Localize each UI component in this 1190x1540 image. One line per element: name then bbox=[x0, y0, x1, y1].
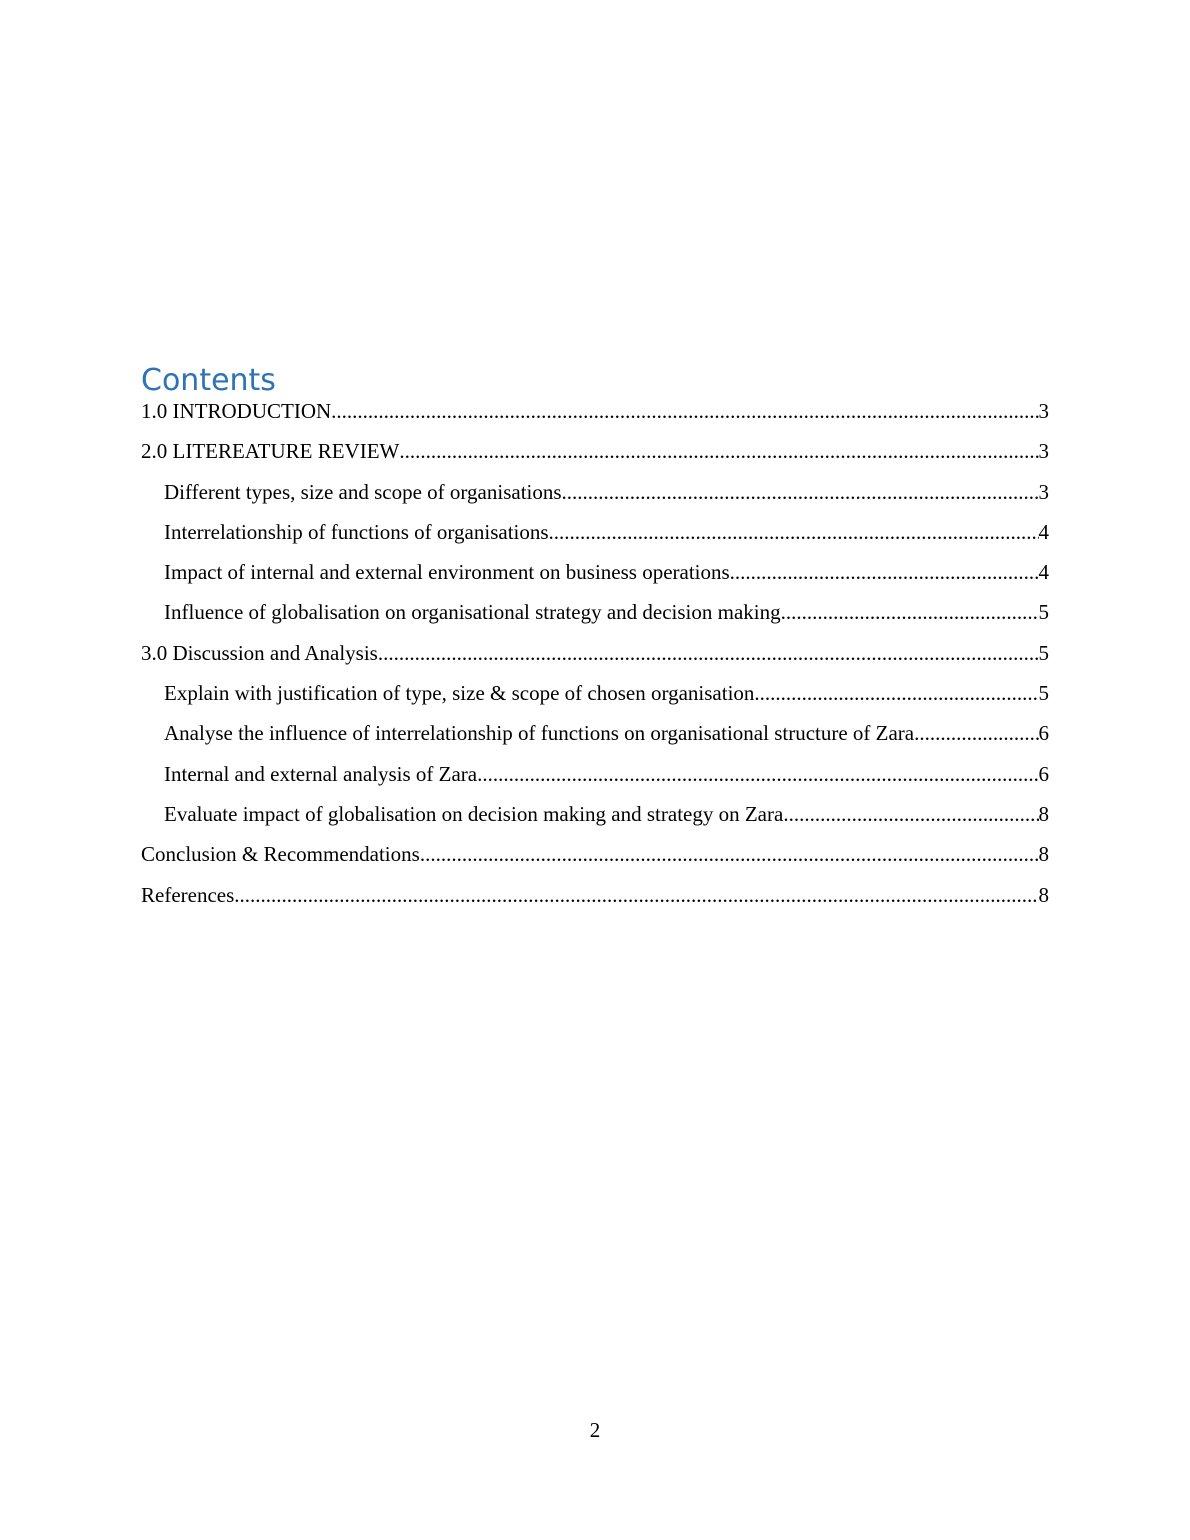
page-number: 2 bbox=[589, 1418, 601, 1442]
toc-entry-evaluate-globalisation[interactable] bbox=[141, 789, 1049, 829]
toc-entry-title: References bbox=[141, 882, 235, 907]
toc-entry-page: 3 bbox=[1038, 479, 1049, 504]
toc-entry-title: Impact of internal and external environment on business operations bbox=[164, 560, 730, 585]
toc-entry-page: 5 bbox=[1038, 600, 1049, 625]
toc-entry-title: 2.0 LITEREATURE REVIEW bbox=[141, 439, 400, 464]
toc-heading: Contents bbox=[141, 363, 276, 398]
toc-entry-literature-review[interactable] bbox=[141, 426, 1049, 466]
toc-entry-internal-external-analysis[interactable] bbox=[141, 748, 1049, 788]
toc-leader-dots bbox=[549, 520, 1039, 544]
table-of-contents bbox=[141, 360, 1049, 910]
toc-leader-dots bbox=[420, 842, 1039, 866]
toc-entry-page: 8 bbox=[1038, 882, 1049, 907]
toc-leader-dots bbox=[378, 641, 1039, 665]
toc-leader-dots bbox=[730, 560, 1039, 584]
toc-entry-page: 8 bbox=[1038, 801, 1049, 826]
toc-leader-dots bbox=[331, 402, 1038, 423]
toc-entry-title: Different types, size and scope of organisations bbox=[164, 479, 562, 504]
toc-leader-dots bbox=[754, 681, 1038, 705]
toc-leader-dots bbox=[399, 439, 1038, 463]
toc-entry-page: 6 bbox=[1038, 761, 1049, 786]
toc-entry-globalisation-influence[interactable] bbox=[141, 587, 1049, 627]
toc-entry-title: Analyse the influence of interrelationship of functions on organisational structure of Zara. bbox=[164, 721, 920, 746]
toc-entry-page: 5 bbox=[1038, 681, 1049, 706]
toc-entry-introduction[interactable] bbox=[141, 402, 1049, 426]
toc-entry-title: Influence of globalisation on organisational strategy and decision making bbox=[164, 600, 781, 625]
toc-leader-dots bbox=[781, 600, 1039, 624]
toc-list bbox=[141, 402, 1049, 910]
toc-entry-title: Conclusion & Recommendations bbox=[141, 842, 420, 867]
toc-entry-internal-external-environment[interactable] bbox=[141, 547, 1049, 587]
toc-entry-conclusion[interactable] bbox=[141, 829, 1049, 869]
toc-entry-analyse-interrelationship[interactable] bbox=[141, 708, 1049, 748]
toc-entry-page: 5 bbox=[1038, 640, 1049, 665]
toc-entry-title: Interrelationship of functions of organisations bbox=[164, 519, 549, 544]
toc-entry-justification-type[interactable] bbox=[141, 668, 1049, 708]
toc-entry-page: 3 bbox=[1038, 439, 1049, 464]
toc-entry-references[interactable] bbox=[141, 869, 1049, 909]
toc-entry-title: Evaluate impact of globalisation on decision making and strategy on Zara bbox=[164, 801, 784, 826]
toc-entry-title: Internal and external analysis of Zara bbox=[164, 761, 478, 786]
toc-entry-types-size-scope[interactable] bbox=[141, 466, 1049, 506]
toc-leader-dots bbox=[477, 762, 1038, 786]
toc-entry-page: 8 bbox=[1038, 842, 1049, 867]
toc-entry-title: Explain with justification of type, size & scope of chosen organisation bbox=[164, 681, 755, 706]
toc-entry-page: 4 bbox=[1038, 519, 1049, 544]
toc-entry-page: 3 bbox=[1038, 402, 1049, 423]
toc-entry-page: 4 bbox=[1038, 560, 1049, 585]
toc-entry-interrelationship-functions[interactable] bbox=[141, 507, 1049, 547]
toc-leader-dots bbox=[783, 802, 1038, 826]
toc-entry-title: 3.0 Discussion and Analysis bbox=[141, 640, 378, 665]
toc-entry-discussion-analysis[interactable] bbox=[141, 627, 1049, 667]
toc-leader-dots bbox=[234, 883, 1038, 907]
toc-leader-dots bbox=[919, 721, 1038, 745]
toc-leader-dots bbox=[562, 480, 1039, 504]
toc-entry-page: 6 bbox=[1038, 721, 1049, 746]
toc-entry-title: 1.0 INTRODUCTION bbox=[141, 402, 332, 423]
